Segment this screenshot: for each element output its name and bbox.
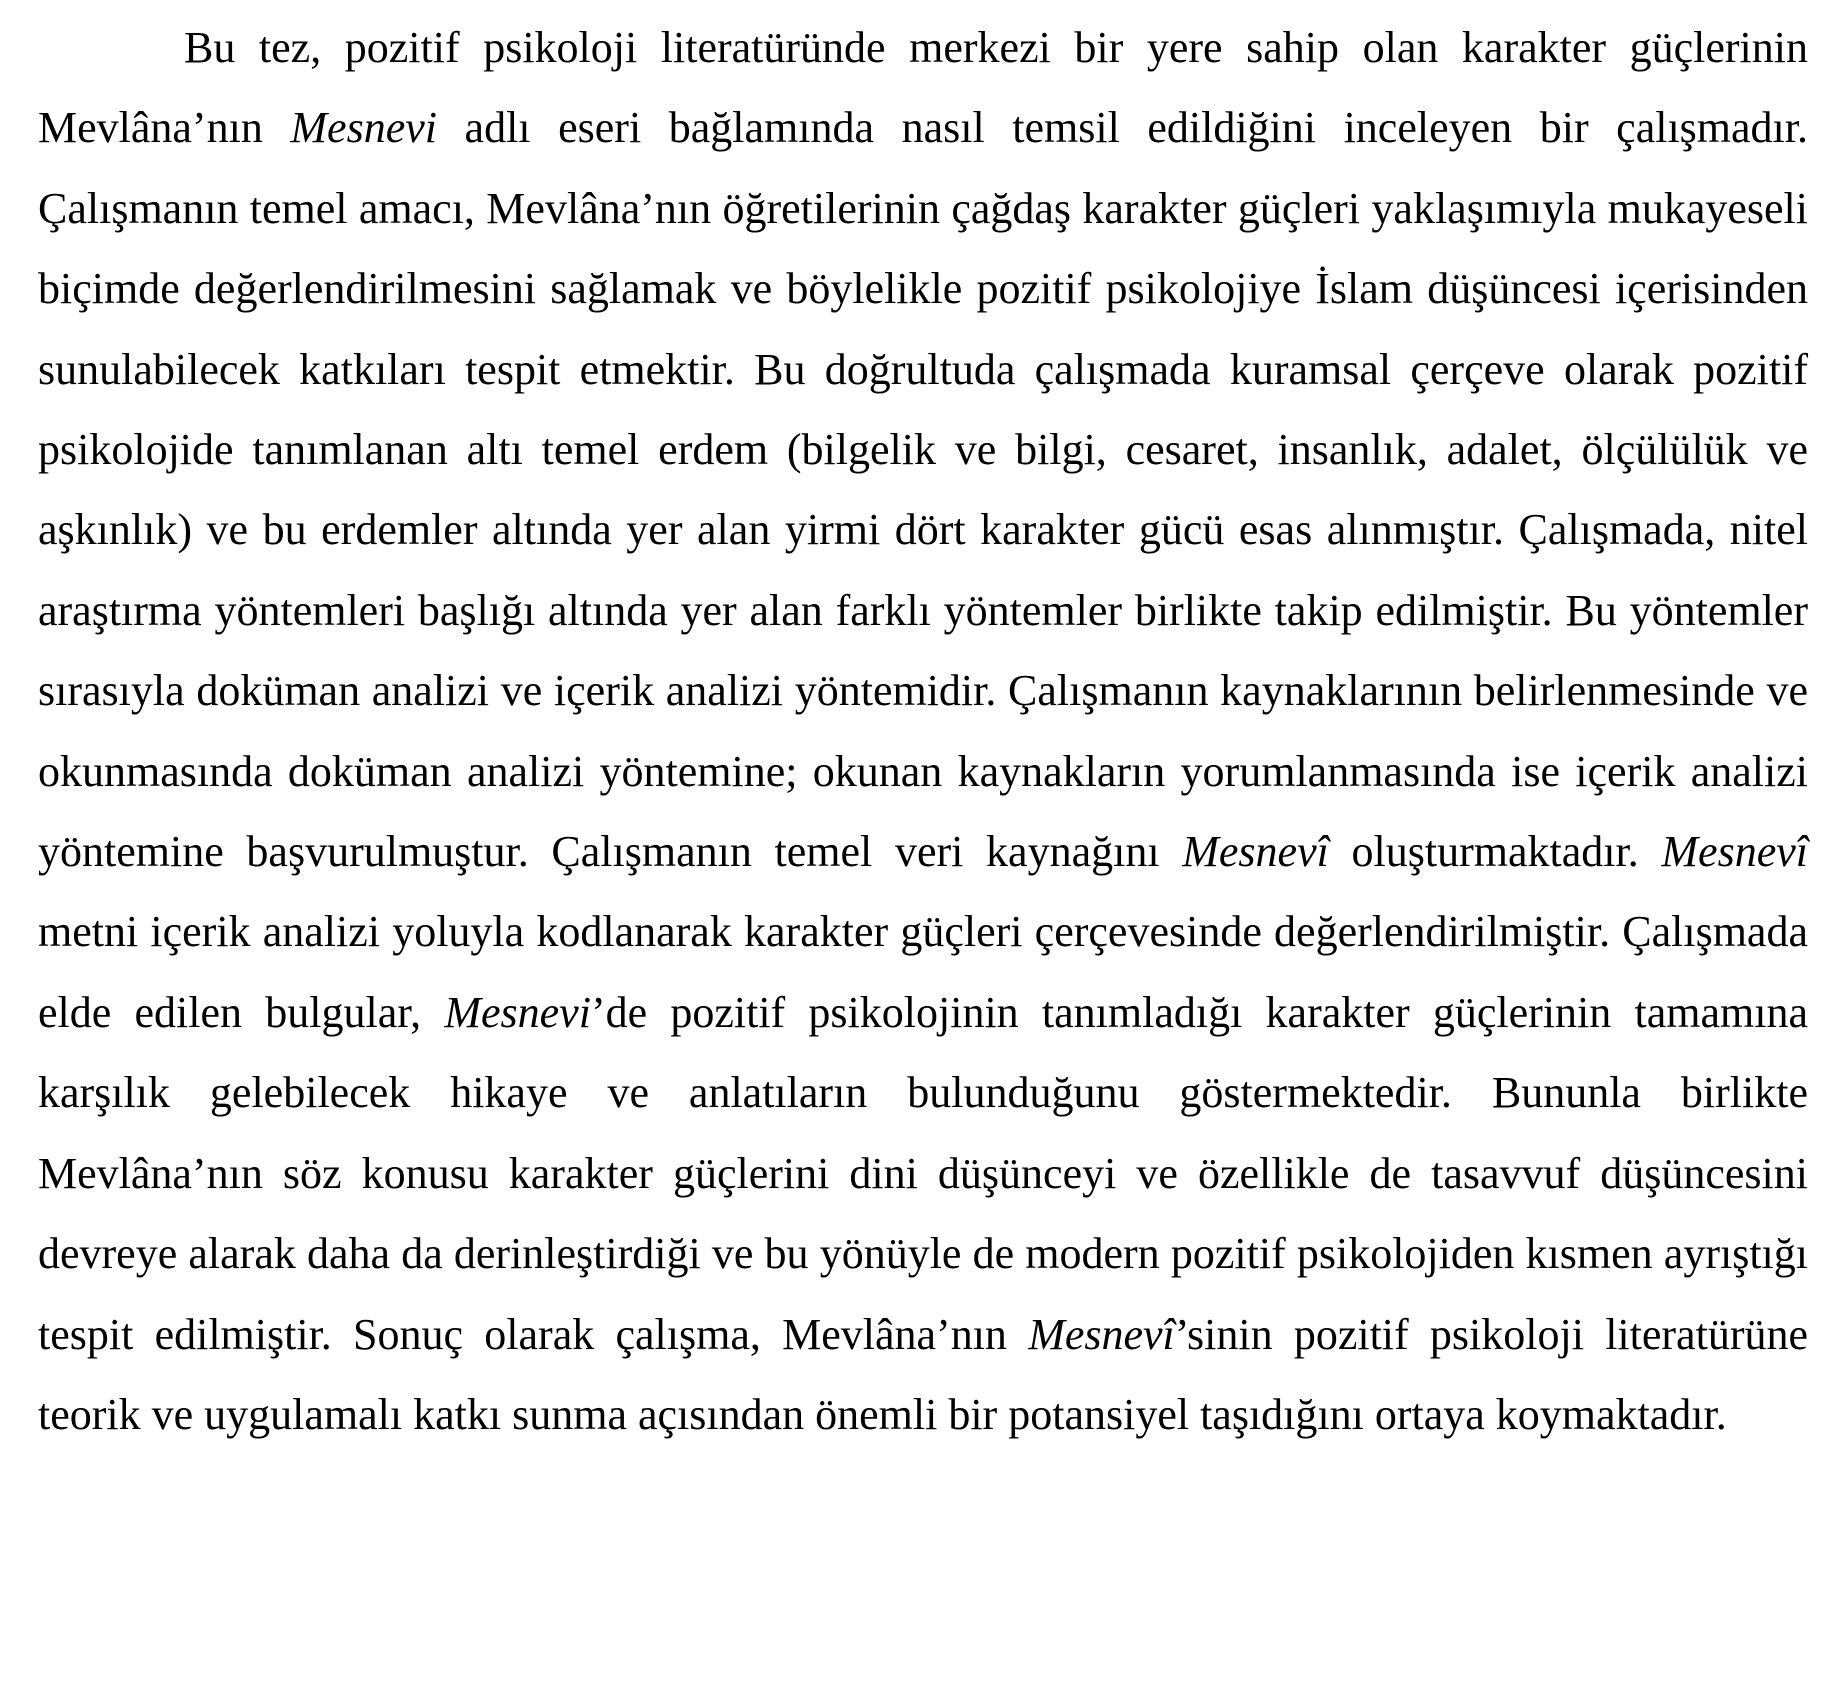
text-segment: adlı eseri bağlamında nasıl temsil edildiğini inceleyen bir çalışmadır. Çalışmanın temel amacı, Mevlâna’nın öğretilerinin çağdaş karakter güçleri yaklaşımıyla mukayeseli biçimde değerlendirilmesini sağlamak ve böylelikle pozitif psikolojiye İslam düşüncesi içerisinden sunulabilecek katkıları tespit etmektir. Bu doğrultuda çalışmada kuramsal çerçeve olarak pozitif psikolojide tanımlanan altı temel erdem (bilgelik ve bilgi, cesaret, insanlık, adalet, ölçülülük ve aşkınlık) ve bu erdemler altında yer alan yirmi dört karakter gücü esas alınmıştır. Çalışmada, nitel araştırma yöntemleri başlığı altında yer alan farklı yöntemler birlikte takip edilmiştir. Bu yöntemler sırasıyla doküman analizi ve içerik analizi yöntemidir. Çalışmanın kaynaklarının belirlenmesinde ve okunmasında doküman analizi yöntemine; okunan kaynakların yorumlanmasında ise içerik analizi yöntemine başvurulmuştur. Çalışmanın temel veri kaynağını (38, 103, 1808, 877)
text-segment: metni içerik analizi yoluyla kodlanarak karakter güçleri çerçevesinde değerlendirilmiştir. Çalışmada elde edilen bulgular, (38, 907, 1808, 1037)
text-segment: oluşturmaktadır. (1328, 827, 1662, 877)
book-title: Mesnevi (290, 103, 437, 153)
book-title: Mesnevî (1182, 827, 1329, 877)
text-segment: Bu tez, pozitif psikoloji literatüründe merkezi bir yere sahip olan karakter güçlerinin Mevlâna’nın (38, 23, 1808, 153)
abstract-paragraph (38, 8, 1808, 1455)
text-segment: ’de pozitif psikolojinin tanımladığı karakter güçlerinin tamamına karşılık gelebilecek hikaye ve anlatıların bulunduğunu göstermektedir. Bununla birlikte Mevlâna’nın söz konusu karakter güçlerini dini düşünceyi ve özellikle de tasavvuf düşüncesini devreye alarak daha da derinleştirdiği ve bu yönüyle de modern pozitif psikolojiden kısmen ayrıştığı tespit edilmiştir. Sonuç olarak çalışma, Mevlâna’nın (38, 987, 1808, 1359)
book-title: Mesnevî (1028, 1309, 1175, 1359)
text-segment: ’sinin pozitif psikoloji literatürüne teorik ve uygulamalı katkı sunma açısından önemli bir potansiyel taşıdığını ortaya koymaktadır. (38, 1309, 1808, 1439)
book-title: Mesnevî (1661, 827, 1808, 877)
book-title: Mesnevi (444, 987, 591, 1037)
